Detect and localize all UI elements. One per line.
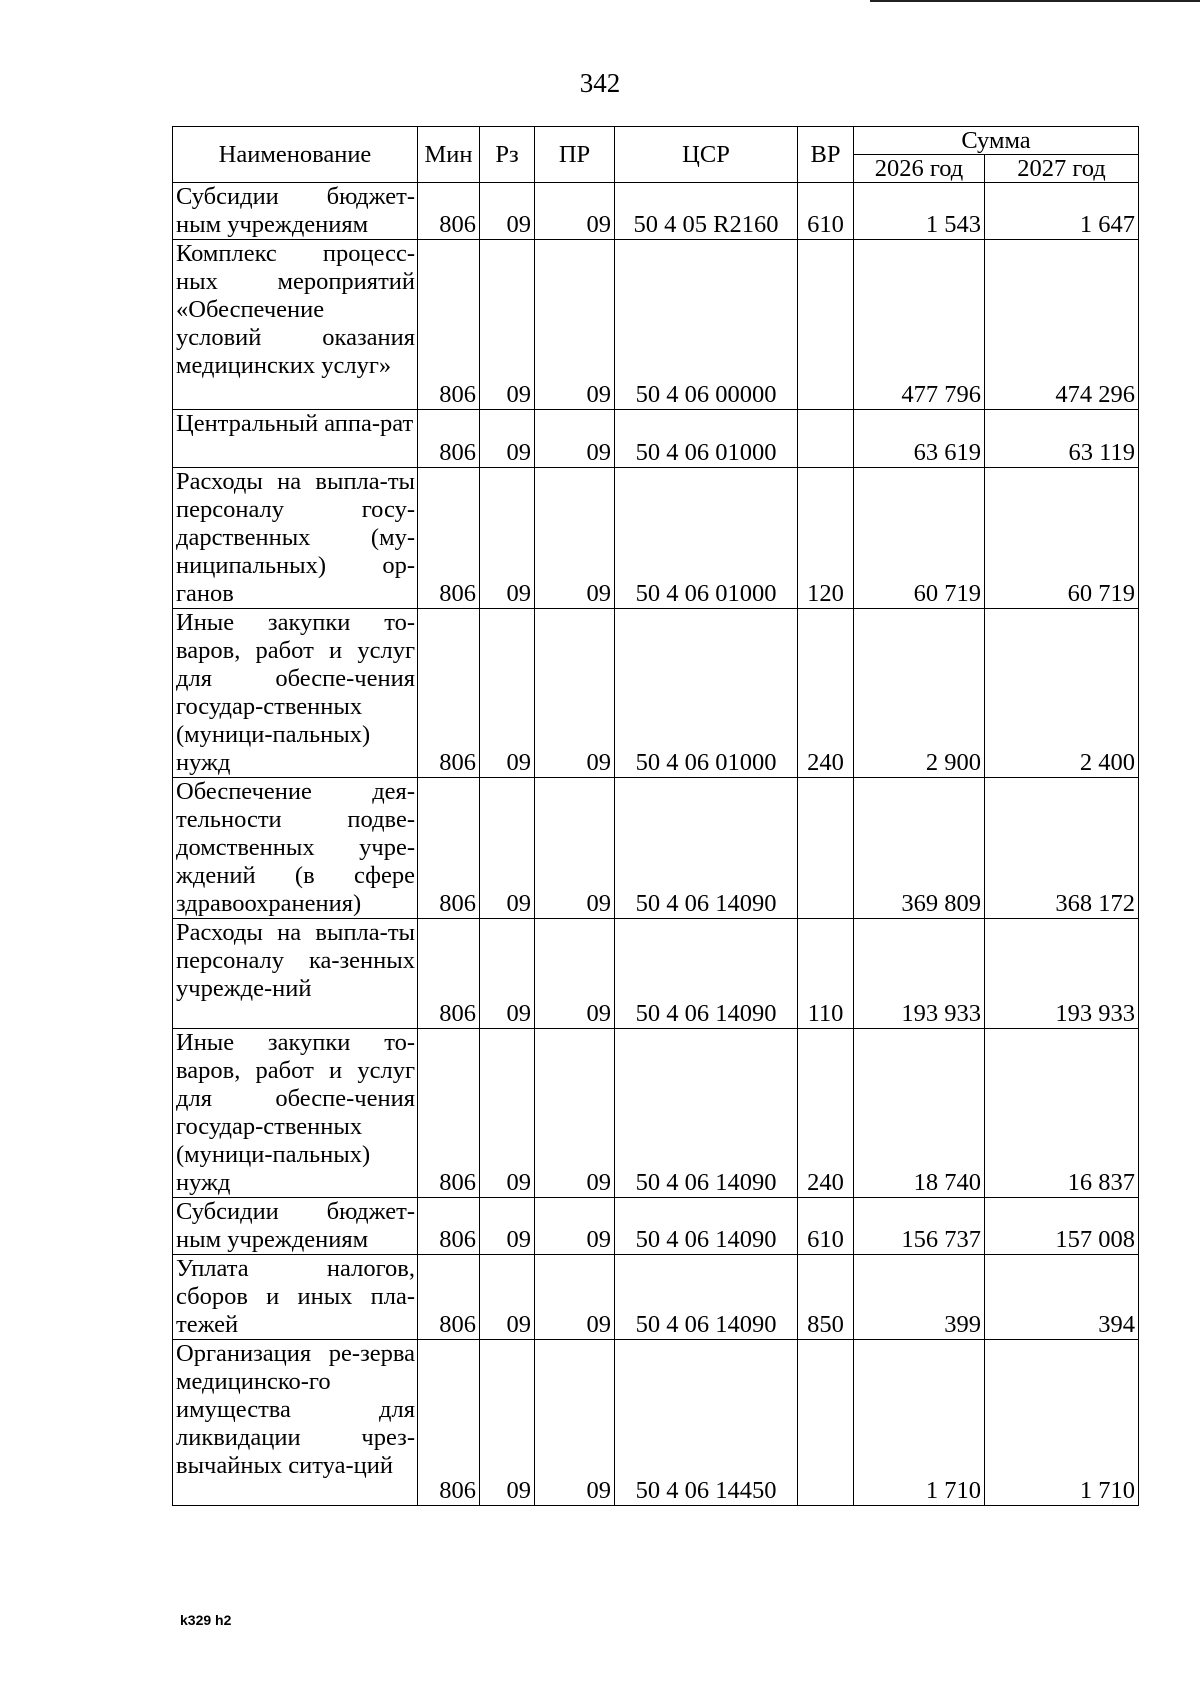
cell-vr: 610 <box>798 1198 854 1255</box>
cell-csr: 50 4 06 14450 <box>615 1340 798 1506</box>
cell-min: 806 <box>418 919 480 1029</box>
cell-name: Субсидии бюджет-ным учреждениям <box>173 1198 418 1255</box>
cell-sum-2026: 1 543 <box>854 183 985 240</box>
cell-sum-2027: 1 710 <box>985 1340 1139 1506</box>
cell-rz: 09 <box>480 468 535 609</box>
cell-vr: 850 <box>798 1255 854 1340</box>
table-row <box>173 410 1139 468</box>
footer-code: k329 h2 <box>180 1612 232 1628</box>
cell-csr: 50 4 06 14090 <box>615 1029 798 1198</box>
header-year-2026: 2026 год <box>854 155 985 183</box>
table-row <box>173 240 1139 410</box>
cell-rz: 09 <box>480 609 535 778</box>
cell-min: 806 <box>418 410 480 468</box>
cell-vr: 110 <box>798 919 854 1029</box>
cell-vr <box>798 1340 854 1506</box>
cell-sum-2027: 63 119 <box>985 410 1139 468</box>
cell-name: Иные закупки то-варов, работ и услуг для обеспе-чения государ-ственных (муници-пальных) нужд <box>173 1029 418 1198</box>
cell-sum-2026: 2 900 <box>854 609 985 778</box>
cell-csr: 50 4 06 14090 <box>615 778 798 919</box>
cell-pr: 09 <box>535 183 615 240</box>
table-header <box>173 127 1139 183</box>
cell-csr: 50 4 06 14090 <box>615 919 798 1029</box>
cell-pr: 09 <box>535 410 615 468</box>
header-name: Наименование <box>173 127 418 183</box>
cell-csr: 50 4 06 01000 <box>615 410 798 468</box>
cell-pr: 09 <box>535 609 615 778</box>
cell-min: 806 <box>418 183 480 240</box>
cell-sum-2027: 16 837 <box>985 1029 1139 1198</box>
cell-pr: 09 <box>535 778 615 919</box>
top-edge-rule <box>870 0 1200 2</box>
cell-rz: 09 <box>480 410 535 468</box>
cell-sum-2026: 399 <box>854 1255 985 1340</box>
cell-pr: 09 <box>535 468 615 609</box>
table-row <box>173 778 1139 919</box>
cell-sum-2027: 2 400 <box>985 609 1139 778</box>
header-min: Мин <box>418 127 480 183</box>
cell-min: 806 <box>418 1029 480 1198</box>
table-row <box>173 609 1139 778</box>
table-row <box>173 468 1139 609</box>
cell-rz: 09 <box>480 919 535 1029</box>
table-body <box>173 183 1139 1506</box>
cell-sum-2026: 477 796 <box>854 240 985 410</box>
cell-rz: 09 <box>480 1255 535 1340</box>
cell-sum-2026: 156 737 <box>854 1198 985 1255</box>
cell-pr: 09 <box>535 1255 615 1340</box>
cell-name: Центральный аппа-рат <box>173 410 418 468</box>
cell-sum-2027: 60 719 <box>985 468 1139 609</box>
cell-sum-2027: 157 008 <box>985 1198 1139 1255</box>
cell-name: Расходы на выпла-ты персоналу ка-зенных учрежде-ний <box>173 919 418 1029</box>
cell-sum-2026: 1 710 <box>854 1340 985 1506</box>
cell-min: 806 <box>418 609 480 778</box>
page-number: 342 <box>579 68 621 98</box>
cell-vr: 240 <box>798 1029 854 1198</box>
cell-min: 806 <box>418 1198 480 1255</box>
cell-vr: 240 <box>798 609 854 778</box>
cell-rz: 09 <box>480 240 535 410</box>
cell-name: Обеспечение дея-тельности подве-домственных учре-ждений (в сфере здравоохранения) <box>173 778 418 919</box>
cell-rz: 09 <box>480 778 535 919</box>
cell-sum-2027: 193 933 <box>985 919 1139 1029</box>
cell-sum-2027: 474 296 <box>985 240 1139 410</box>
cell-name: Расходы на выпла-ты персоналу госу-дарственных (му-ниципальных) ор-ганов <box>173 468 418 609</box>
cell-csr: 50 4 06 01000 <box>615 609 798 778</box>
cell-sum-2027: 394 <box>985 1255 1139 1340</box>
table-row <box>173 1029 1139 1198</box>
cell-csr: 50 4 05 R2160 <box>615 183 798 240</box>
cell-pr: 09 <box>535 919 615 1029</box>
cell-name: Комплекс процесс-ных мероприятий «Обеспечение условий оказания медицинских услуг» <box>173 240 418 410</box>
cell-csr: 50 4 06 14090 <box>615 1198 798 1255</box>
cell-vr <box>798 240 854 410</box>
cell-min: 806 <box>418 1340 480 1506</box>
budget-table <box>172 126 1139 1506</box>
header-pr: ПР <box>535 127 615 183</box>
cell-csr: 50 4 06 14090 <box>615 1255 798 1340</box>
table-row <box>173 919 1139 1029</box>
cell-vr <box>798 778 854 919</box>
cell-vr: 610 <box>798 183 854 240</box>
cell-min: 806 <box>418 468 480 609</box>
cell-sum-2026: 193 933 <box>854 919 985 1029</box>
header-sum: Сумма <box>854 127 1139 155</box>
cell-csr: 50 4 06 01000 <box>615 468 798 609</box>
header-rz: Рз <box>480 127 535 183</box>
header-year-2027: 2027 год <box>985 155 1139 183</box>
cell-pr: 09 <box>535 1198 615 1255</box>
cell-vr: 120 <box>798 468 854 609</box>
cell-name: Субсидии бюджет-ным учреждениям <box>173 183 418 240</box>
table-row <box>173 1340 1139 1506</box>
table-row <box>173 1198 1139 1255</box>
cell-sum-2027: 1 647 <box>985 183 1139 240</box>
cell-min: 806 <box>418 240 480 410</box>
cell-pr: 09 <box>535 240 615 410</box>
cell-sum-2026: 18 740 <box>854 1029 985 1198</box>
cell-min: 806 <box>418 778 480 919</box>
cell-sum-2027: 368 172 <box>985 778 1139 919</box>
header-vr: ВР <box>798 127 854 183</box>
cell-sum-2026: 369 809 <box>854 778 985 919</box>
cell-min: 806 <box>418 1255 480 1340</box>
cell-csr: 50 4 06 00000 <box>615 240 798 410</box>
cell-vr <box>798 410 854 468</box>
cell-rz: 09 <box>480 1029 535 1198</box>
cell-name: Организация ре-зерва медицинско-го имущества для ликвидации чрез-вычайных ситуа-ций <box>173 1340 418 1506</box>
cell-sum-2026: 63 619 <box>854 410 985 468</box>
header-csr: ЦСР <box>615 127 798 183</box>
cell-name: Уплата налогов, сборов и иных пла-тежей <box>173 1255 418 1340</box>
cell-pr: 09 <box>535 1029 615 1198</box>
cell-pr: 09 <box>535 1340 615 1506</box>
cell-sum-2026: 60 719 <box>854 468 985 609</box>
cell-name: Иные закупки то-варов, работ и услуг для обеспе-чения государ-ственных (муници-пальных) нужд <box>173 609 418 778</box>
table-row <box>173 183 1139 240</box>
cell-rz: 09 <box>480 183 535 240</box>
cell-rz: 09 <box>480 1340 535 1506</box>
cell-rz: 09 <box>480 1198 535 1255</box>
table-row <box>173 1255 1139 1340</box>
